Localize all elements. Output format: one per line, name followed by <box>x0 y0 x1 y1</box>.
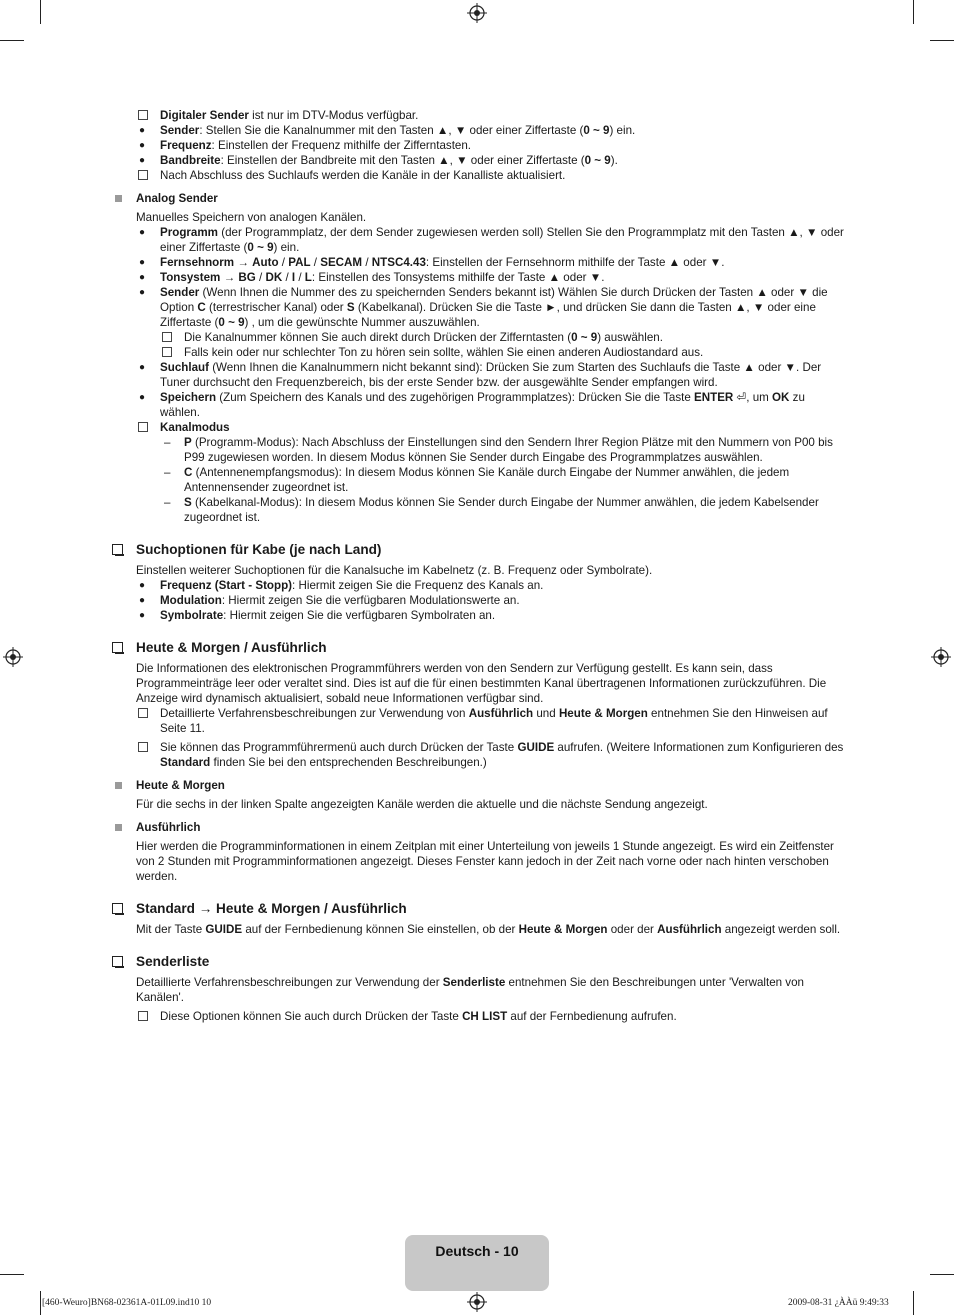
text-run: : Hiermit zeigen Sie die verfügbaren Symbolraten an. <box>223 609 496 622</box>
paragraph <box>112 661 847 706</box>
bold-text: Frequenz (Start - Stopp) <box>160 579 293 592</box>
spacer <box>112 623 847 639</box>
checkbox-square-icon <box>112 544 123 555</box>
bold-text: GUIDE <box>517 741 555 754</box>
dash-item <box>160 435 847 465</box>
paragraph <box>112 797 847 812</box>
bold-text: P <box>184 436 192 449</box>
text-run: ) ein. <box>609 124 636 137</box>
note-item <box>136 740 847 770</box>
note-item <box>160 330 847 345</box>
note-icon <box>138 708 148 718</box>
bold-text: Speichern <box>160 391 217 404</box>
text-run: : Stellen Sie die Kanalnummer mit den Tasten ▲, ▼ oder einer Ziffertaste ( <box>199 124 584 137</box>
square-bullet-icon <box>115 195 122 202</box>
text-run: Detaillierte Verfahrensbeschreibungen zur Verwendung von <box>160 707 469 720</box>
note-icon <box>138 1011 148 1021</box>
page-number-label: Deutsch - 10 <box>435 1243 519 1259</box>
text-run: ⏎, um <box>733 391 773 404</box>
text-run: ) auswählen. <box>597 331 663 344</box>
text-run: entnehmen Sie den Hinweisen auf Seite 11. <box>160 707 828 735</box>
bullet-icon: ● <box>139 272 146 283</box>
text-run: ). <box>610 154 618 167</box>
text-run: Nach Abschluss des Suchlaufs werden die Kanäle in der Kanalliste aktualisiert. <box>160 169 566 182</box>
text-run: Für die sechs in der linken Spalte angezeigten Kanäle werden die aktuelle und die nächste Sendung angezeigt. <box>136 798 708 811</box>
crop-mark <box>40 0 41 24</box>
bullet-icon: ● <box>139 125 146 136</box>
dash-item <box>160 465 847 495</box>
note-icon <box>138 110 148 120</box>
text-run: : Einstellen der Bandbreite mit den Tasten ▲, ▼ oder einer Ziffertaste ( <box>220 154 585 167</box>
spacer <box>112 770 847 778</box>
bullet-item <box>136 255 847 270</box>
text-run: (Zum Speichern des Kanals und des zugehörigen Programmplatzes): Drücken Sie die Taste <box>216 391 695 404</box>
section-heading <box>112 541 847 559</box>
square-bullet-icon <box>115 782 122 789</box>
bullet-icon: ● <box>139 595 146 606</box>
text-run: Heute & Morgen / Ausführlich <box>136 640 327 655</box>
dash-item <box>160 495 847 525</box>
bold-text: NTSC4.43 <box>371 256 426 269</box>
imprint-right: 2009-08-31 ¿ÀÀü 9:49:33 <box>788 1298 889 1308</box>
spacer <box>112 183 847 191</box>
text-run: / <box>255 271 266 284</box>
text-run: Suchoptionen für Kabe (je nach Land) <box>136 542 382 557</box>
spacer <box>112 884 847 900</box>
bullet-item <box>136 225 847 255</box>
text-run: Sie können das Programmführermenü auch durch Drücken der Taste <box>160 741 518 754</box>
bullet-icon: ● <box>139 610 146 621</box>
bullet-item <box>136 153 847 168</box>
bold-text: Heute & Morgen <box>518 923 608 936</box>
bullet-item <box>136 593 847 608</box>
bold-text: Bandbreite <box>160 154 221 167</box>
registration-mark-icon <box>467 1292 487 1312</box>
bold-text: Ausführlich <box>136 821 201 834</box>
bullet-item <box>136 285 847 330</box>
bullet-icon: ● <box>139 287 146 298</box>
section-heading <box>112 953 847 971</box>
text-run: (Kabelkanal). Drücken Sie die Taste ►, und drücken Sie dann die Tasten ▲, ▼ oder eine Ziffertaste ( <box>160 301 816 329</box>
bullet-icon: ● <box>139 257 146 268</box>
crop-mark <box>913 0 914 24</box>
registration-mark-icon <box>467 3 487 23</box>
bold-text: OK <box>772 391 790 404</box>
bullet-icon: ● <box>139 392 146 403</box>
spacer <box>112 525 847 541</box>
text-run: Diese Optionen können Sie auch durch Drücken der Taste <box>160 1010 463 1023</box>
page-number-tab <box>405 1235 549 1291</box>
text-run: (Wenn Ihnen die Nummer des zu speichernden Senders bekannt ist) Wählen Sie durch Drücken der Tasten ▲ oder ▼ die Option <box>160 286 828 314</box>
note-icon <box>162 347 172 357</box>
paragraph <box>112 563 847 578</box>
crop-mark <box>930 1274 954 1275</box>
bold-text: SECAM <box>320 256 363 269</box>
bold-text: Symbolrate <box>160 609 224 622</box>
note-icon <box>138 742 148 752</box>
note-item <box>136 108 847 123</box>
bullet-item <box>136 360 847 390</box>
text-run: : Hiermit zeigen Sie die verfügbaren Modulationswerte an. <box>221 594 520 607</box>
checkbox-square-icon <box>112 956 123 967</box>
text-run: Hier werden die Programminformationen in einem Zeitplan mit einer Unterteilung von jeweils 1 Stunde angezeigt. Es wird ein Zeitfenster von 2 Stunden mit Programminformationen angezeigt. Dieses Fenster kann jedoch in der Zeit nach vorne oder nach hinten verschoben werden. <box>136 840 834 883</box>
text-run: Mit der Taste <box>136 923 206 936</box>
bold-text: L <box>304 271 312 284</box>
text-run: Manuelles Speichern von analogen Kanälen. <box>136 211 367 224</box>
bold-text: 0 ~ 9 <box>584 154 611 167</box>
text-run: → <box>234 256 253 269</box>
text-run: Falls kein oder nur schlechter Ton zu hören sein sollte, wählen Sie einen anderen Audiostandard aus. <box>184 346 704 359</box>
bold-text: S <box>184 496 192 509</box>
text-run: → <box>220 271 239 284</box>
note-item <box>160 345 847 360</box>
checkbox-square-icon <box>112 642 123 653</box>
crop-mark <box>40 1291 41 1315</box>
bold-text: Analog Sender <box>136 192 218 205</box>
bold-text: Heute & Morgen <box>136 779 225 792</box>
text-run: (Programm-Modus): Nach Abschluss der Einstellungen sind den Sendern Ihrer Region Plätze mit den Nummern von P00 bis P99 zugewiesen worden. In diesem Modus können Sie Sender durch Eingabe des Programmplatzes auswählen. <box>184 436 833 464</box>
bold-text: Standard <box>160 756 211 769</box>
bullet-item <box>136 123 847 138</box>
text-run: ) ein. <box>273 241 300 254</box>
bold-text: Digitaler Sender <box>160 109 249 122</box>
crop-mark <box>913 1291 914 1315</box>
bold-text: C <box>197 301 206 314</box>
note-item <box>136 1009 847 1024</box>
text-run: und <box>533 707 559 720</box>
bold-text: 0 ~ 9 <box>571 331 598 344</box>
bold-text: S <box>346 301 355 314</box>
dash-icon: – <box>164 496 171 509</box>
text-run: auf der Fernbedienung können Sie einstellen, ob der <box>242 923 519 936</box>
note-icon <box>138 422 148 432</box>
bold-text: CH LIST <box>462 1010 508 1023</box>
bold-text: Fernsehnorm <box>160 256 235 269</box>
text-run: finden Sie bei den entsprechenden Beschreibungen.) <box>210 756 487 769</box>
text-run: Die Informationen des elektronischen Programmführers werden von den Sendern zur Verfügung gestellt. Es kann sein, dass Programmeinträge leer oder veraltet sind. Dies ist auf die für einen bestimmten Kanal übertragenen Informationen zurückzuführen. Die Anzeige wird dynamisch aktualisiert, sobald neue Informationen verfügbar sind. <box>136 662 827 705</box>
bold-text: Heute & Morgen <box>558 707 648 720</box>
text-run: aufrufen. (Weitere Informationen zum Konfigurieren des <box>554 741 844 754</box>
registration-mark-icon <box>3 647 23 667</box>
text-run: Die Kanalnummer können Sie auch direkt durch Drücken der Zifferntasten ( <box>184 331 572 344</box>
text-run: / <box>362 256 372 269</box>
text-run: (Wenn Ihnen die Kanalnummern nicht bekannt sind): Drücken Sie zum Starten des Suchlaufs die Taste ▲ oder ▼. Der Tuner durchsucht den Frequenzbereich, bis der erste Sender bzw. der ausgewählte Sender empfangen wird. <box>160 361 822 389</box>
bold-text: PAL <box>288 256 311 269</box>
text-run: zu wählen. <box>160 391 805 419</box>
bold-text: 0 ~ 9 <box>218 316 245 329</box>
bullet-icon: ● <box>139 155 146 166</box>
bold-text: Senderliste <box>442 976 506 989</box>
note-item <box>136 420 847 435</box>
bold-text: Suchlauf <box>160 361 209 374</box>
bold-text: 0 ~ 9 <box>583 124 610 137</box>
imprint-left: [460-Weuro]BN68-02361A-01L09.ind10 10 <box>42 1298 212 1308</box>
section-heading <box>112 639 847 657</box>
bold-text: ENTER <box>694 391 734 404</box>
text-run: (der Programmplatz, der dem Sender zugewiesen werden soll) Stellen Sie den Programmplatz mit den Tasten ▲, ▼ oder einer Ziffertaste ( <box>160 226 844 254</box>
subsection-heading <box>112 778 847 793</box>
bold-text: Tonsystem <box>160 271 221 284</box>
paragraph <box>112 922 847 937</box>
bold-text: C <box>184 466 193 479</box>
bullet-item <box>136 578 847 593</box>
bullet-icon: ● <box>139 362 146 373</box>
bold-text: GUIDE <box>205 923 243 936</box>
dash-icon: – <box>164 436 171 449</box>
spacer <box>112 937 847 953</box>
note-icon <box>138 170 148 180</box>
registration-mark-icon <box>931 647 951 667</box>
crop-mark <box>0 1274 24 1275</box>
subsection-heading <box>112 191 847 206</box>
bullet-item <box>136 138 847 153</box>
bold-text: Modulation <box>160 594 222 607</box>
text-run: / <box>295 271 305 284</box>
bold-text: I <box>291 271 296 284</box>
bold-text: Kanalmodus <box>160 421 230 434</box>
text-run: Einstellen weiterer Suchoptionen für die Kanalsuche im Kabelnetz (z. B. Frequenz oder Symbolrate). <box>136 564 653 577</box>
text-run: : Hiermit zeigen Sie die Frequenz des Kanals an. <box>292 579 544 592</box>
note-item <box>136 168 847 183</box>
crop-mark <box>930 40 954 41</box>
text-run: ) , um die gewünschte Nummer auszuwählen. <box>244 316 480 329</box>
text-run: auf der Fernbedienung aufrufen. <box>507 1010 677 1023</box>
bullet-item <box>136 390 847 420</box>
text-run: (Antennenempfangsmodus): In diesem Modus können Sie Kanäle durch Eingabe der Nummer anwählen, die jedem Antennensender zugeordnet ist. <box>184 466 790 494</box>
text-run: / <box>278 256 289 269</box>
text-run: (Kabelkanal-Modus): In diesem Modus können Sie Sender durch Eingabe der Nummer anwählen, die jedem Kabelsender zugeordnet ist. <box>184 496 819 524</box>
text-run: : Einstellen der Frequenz mithilfe der Zifferntasten. <box>211 139 472 152</box>
text-run: oder der <box>607 923 658 936</box>
bold-text: Sender <box>160 124 200 137</box>
bold-text: Ausführlich <box>468 707 534 720</box>
bold-text: BG <box>238 271 256 284</box>
checkbox-square-icon <box>112 903 123 914</box>
bold-text: DK <box>265 271 283 284</box>
text-run: angezeigt werden soll. <box>721 923 841 936</box>
text-run: : Einstellen der Fernsehnorm mithilfe der Taste ▲ oder ▼. <box>425 256 725 269</box>
paragraph <box>112 839 847 884</box>
paragraph <box>112 210 847 225</box>
text-run: / <box>282 271 292 284</box>
bold-text: Frequenz <box>160 139 212 152</box>
bullet-item <box>136 608 847 623</box>
bold-text: Programm <box>160 226 218 239</box>
paragraph <box>112 975 847 1005</box>
bold-text: 0 ~ 9 <box>247 241 274 254</box>
text-run: (terrestrischer Kanal) oder <box>205 301 347 314</box>
text-run: Senderliste <box>136 954 210 969</box>
square-bullet-icon <box>115 824 122 831</box>
section-heading <box>112 900 847 918</box>
text-run: entnehmen Sie den Beschreibungen unter 'Verwalten von Kanälen'. <box>136 976 804 1004</box>
bold-text: Ausführlich <box>657 923 722 936</box>
bold-text: Auto <box>252 256 279 269</box>
page-content <box>112 108 847 1024</box>
bold-text: Sender <box>160 286 200 299</box>
subsection-heading <box>112 820 847 835</box>
text-run: / <box>310 256 321 269</box>
text-run: : Einstellen des Tonsystems mithilfe der Taste ▲ oder ▼. <box>311 271 605 284</box>
note-item <box>136 706 847 736</box>
dash-icon: – <box>164 466 171 479</box>
bullet-item <box>136 270 847 285</box>
bullet-icon: ● <box>139 227 146 238</box>
text-run: ist nur im DTV-Modus verfügbar. <box>248 109 419 122</box>
crop-mark <box>0 40 24 41</box>
text-run: Detaillierte Verfahrensbeschreibungen zur Verwendung der <box>136 976 443 989</box>
spacer <box>112 812 847 820</box>
bullet-icon: ● <box>139 140 146 151</box>
note-icon <box>162 332 172 342</box>
bullet-icon: ● <box>139 580 146 591</box>
text-run: Standard → Heute & Morgen / Ausführlich <box>136 901 407 916</box>
